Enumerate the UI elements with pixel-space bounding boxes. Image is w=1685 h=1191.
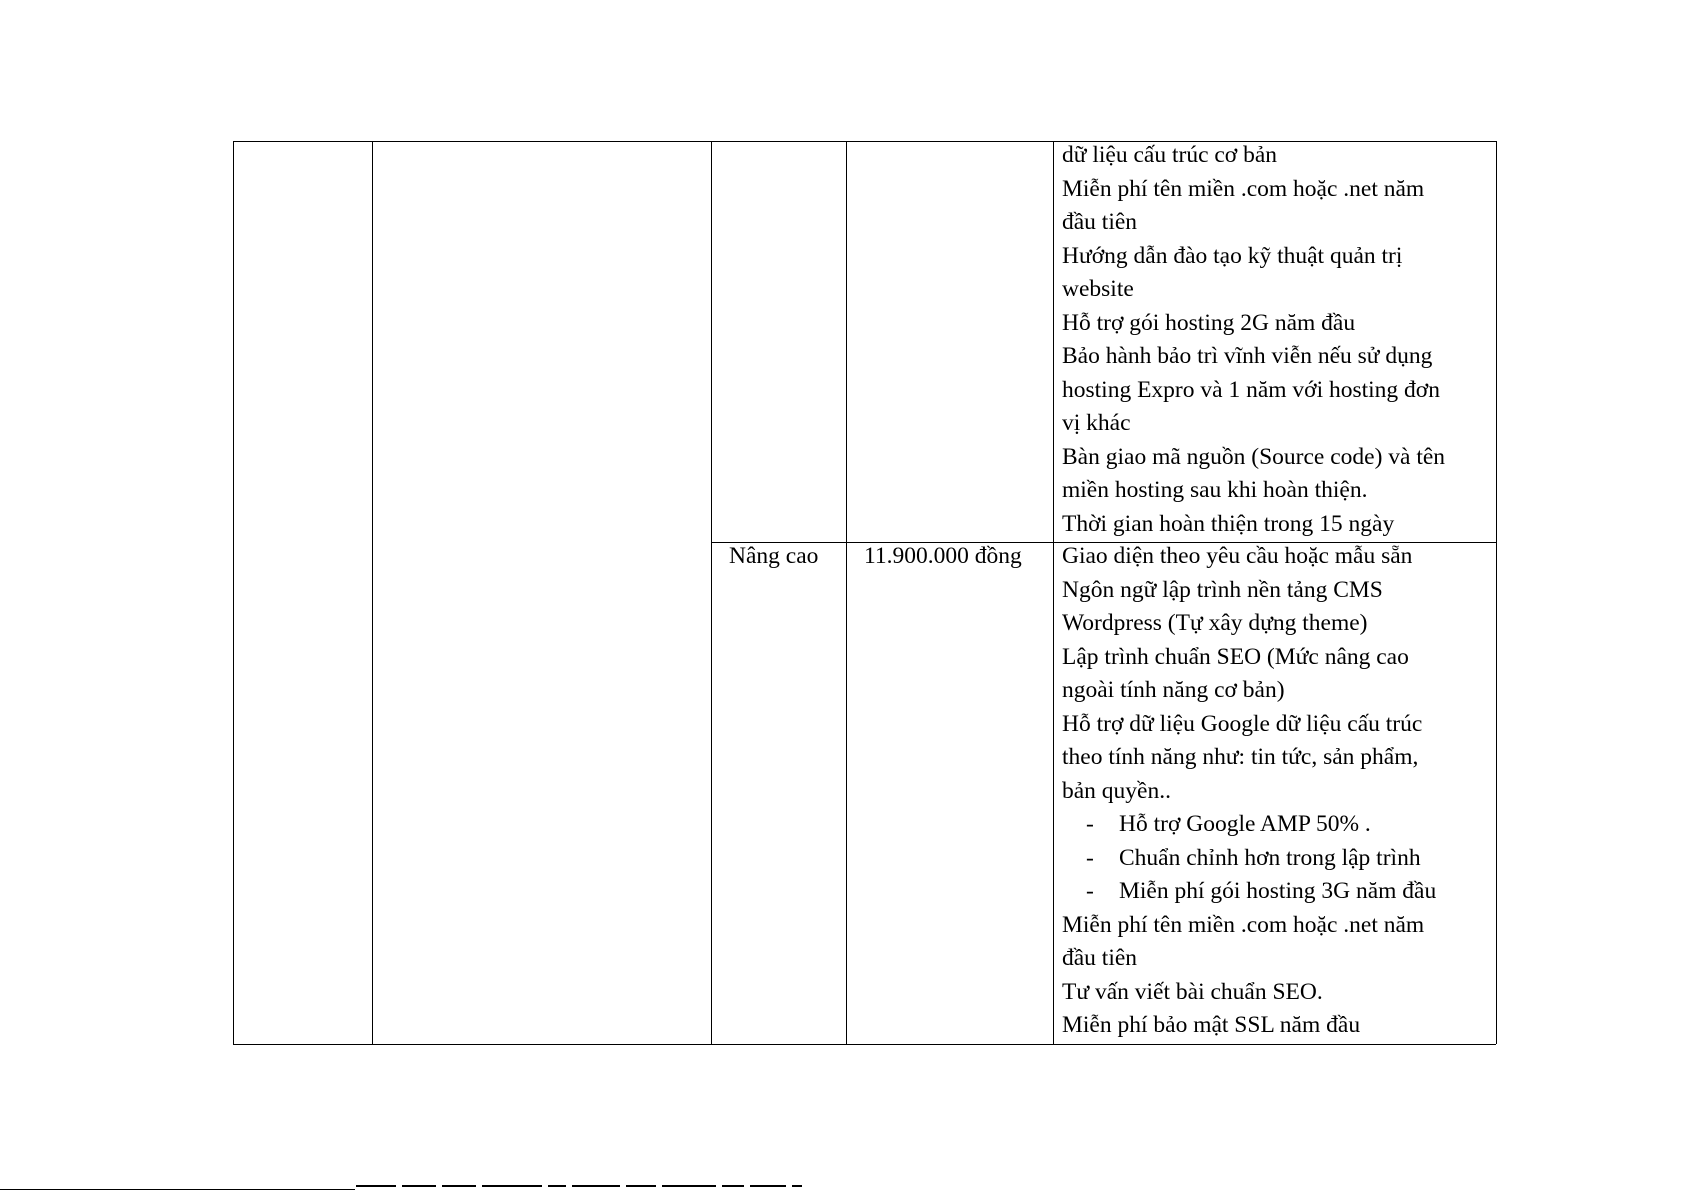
feature-line: vị khác bbox=[1062, 410, 1131, 436]
feature-line: đầu tiên bbox=[1062, 945, 1138, 971]
bullet-marker: - bbox=[1086, 811, 1094, 837]
feature-line: Thời gian hoàn thiện trong 15 ngày bbox=[1062, 510, 1395, 537]
feature-line: Hỗ trợ dữ liệu Google dữ liệu cấu trúc bbox=[1062, 710, 1423, 737]
footnote-separator bbox=[0, 1189, 355, 1190]
feature-line: miền hosting sau khi hoàn thiện. bbox=[1062, 477, 1368, 503]
bullet-item bbox=[1062, 875, 1436, 909]
feature-line: Tư vấn viết bài chuẩn SEO. bbox=[1062, 978, 1323, 1005]
feature-line: Miễn phí tên miền .com hoặc .net năm bbox=[1062, 175, 1425, 202]
feature-line: Lập trình chuẩn SEO (Mức nâng cao bbox=[1062, 643, 1409, 670]
cut-off-footer-text bbox=[356, 1185, 936, 1191]
row2-features bbox=[1062, 540, 1436, 1043]
feature-line: ngoài tính năng cơ bản) bbox=[1062, 677, 1285, 703]
table-bottom-border bbox=[233, 1044, 1496, 1045]
feature-line: đầu tiên bbox=[1062, 209, 1138, 235]
pricing-table bbox=[233, 141, 1496, 1044]
column-border-3 bbox=[711, 141, 712, 1044]
feature-line: dữ liệu cấu trúc cơ bản bbox=[1062, 142, 1278, 168]
bullet-item bbox=[1062, 808, 1436, 842]
feature-line: bản quyền.. bbox=[1062, 777, 1171, 804]
row1-features bbox=[1062, 139, 1445, 541]
feature-line: Bàn giao mã nguồn (Source code) và tên bbox=[1062, 443, 1446, 470]
bullet-text: Hỗ trợ Google AMP 50% . bbox=[1119, 811, 1371, 837]
package-name: Nâng cao bbox=[729, 543, 819, 569]
feature-line: website bbox=[1062, 276, 1134, 302]
column-border-6 bbox=[1496, 141, 1497, 1044]
feature-line: Giao diện theo yêu cầu hoặc mẫu sẵn bbox=[1062, 543, 1413, 569]
feature-line: Hỗ trợ gói hosting 2G năm đầu bbox=[1062, 309, 1356, 336]
feature-line: Wordpress (Tự xây dựng theme) bbox=[1062, 610, 1368, 636]
feature-line: Ngôn ngữ lập trình nền tảng CMS bbox=[1062, 576, 1383, 603]
feature-line: Miễn phí tên miền .com hoặc .net năm bbox=[1062, 911, 1425, 938]
feature-line: Bảo hành bảo trì vĩnh viễn nếu sử dụng bbox=[1062, 343, 1433, 369]
bullet-marker: - bbox=[1086, 878, 1094, 904]
column-border-1 bbox=[233, 141, 234, 1044]
column-border-5 bbox=[1053, 141, 1054, 1044]
bullet-text: Miễn phí gói hosting 3G năm đầu bbox=[1119, 878, 1437, 904]
feature-line: Miễn phí bảo mật SSL năm đầu bbox=[1062, 1012, 1361, 1038]
bullet-item bbox=[1062, 842, 1436, 876]
column-border-4 bbox=[846, 141, 847, 1044]
package-price: 11.900.000 đồng bbox=[864, 543, 1022, 569]
bullet-text: Chuẩn chỉnh hơn trong lập trình bbox=[1119, 844, 1421, 871]
feature-line: theo tính năng như: tin tức, sản phẩm, bbox=[1062, 744, 1419, 770]
column-border-2 bbox=[372, 141, 373, 1044]
feature-line: Hướng dẫn đào tạo kỹ thuật quản trị bbox=[1062, 242, 1403, 269]
feature-line: hosting Expro và 1 năm với hosting đơn bbox=[1062, 376, 1440, 403]
bullet-marker: - bbox=[1086, 844, 1094, 871]
